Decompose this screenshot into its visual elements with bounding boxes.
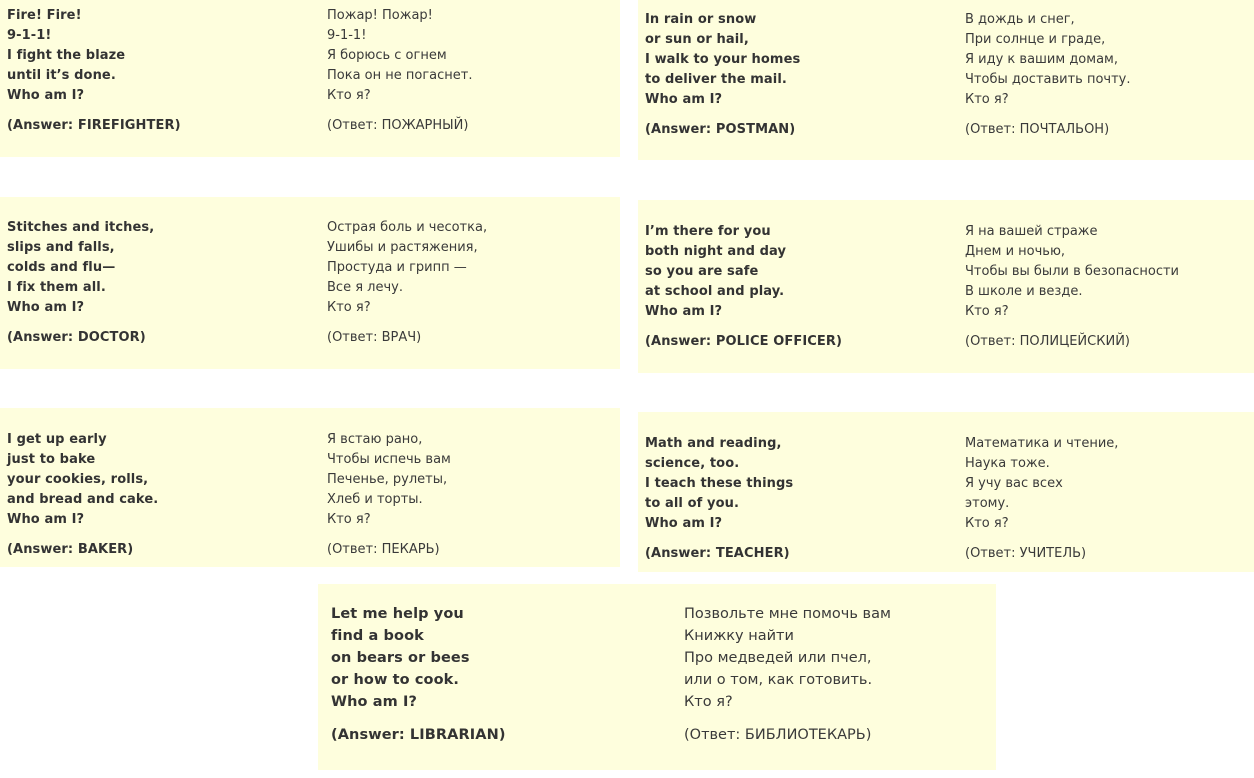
riddle-line: science, too. <box>645 456 740 471</box>
riddle-answer: (Ответ: ПОЛИЦЕЙСКИЙ) <box>965 334 1130 349</box>
riddle-line: or sun or hail, <box>645 32 749 47</box>
riddle-line: Fire! Fire! <box>7 8 82 23</box>
riddle-russian <box>327 6 473 136</box>
riddle-answer: (Ответ: ВРАЧ) <box>327 330 422 345</box>
riddle-answer: (Answer: POSTMAN) <box>645 122 796 137</box>
riddle-line: at school and play. <box>645 284 785 299</box>
riddle-line: Math and reading, <box>645 436 782 451</box>
riddle-line: В дождь и снег, <box>965 12 1075 27</box>
riddle-line: Все я лечу. <box>327 280 403 295</box>
riddle-card-teacher <box>638 412 1254 572</box>
riddle-line: Чтобы испечь вам <box>327 452 451 467</box>
riddle-english <box>645 10 800 140</box>
riddle-answer: (Answer: FIREFIGHTER) <box>7 118 181 133</box>
riddle-line: both night and day <box>645 244 787 259</box>
riddle-english <box>7 218 154 348</box>
riddle-line: этому. <box>965 496 1010 511</box>
riddle-line: and bread and cake. <box>7 492 159 507</box>
riddle-answer: (Ответ: ПОЖАРНЫЙ) <box>327 118 469 133</box>
riddle-line: Кто я? <box>327 88 371 103</box>
riddle-answer: (Answer: POLICE OFFICER) <box>645 334 843 349</box>
riddle-line: I’m there for you <box>645 224 771 239</box>
riddle-russian <box>965 10 1131 140</box>
riddle-line: Who am I? <box>645 304 723 319</box>
riddle-answer: (Answer: LIBRARIAN) <box>331 727 506 743</box>
riddle-line: Who am I? <box>7 88 85 103</box>
riddle-line: Книжку найти <box>684 628 794 644</box>
riddle-line: В школе и везде. <box>965 284 1083 299</box>
riddle-line: slips and falls, <box>7 240 115 255</box>
riddle-line: 9-1-1! <box>7 28 52 43</box>
riddle-line: so you are safe <box>645 264 759 279</box>
riddle-line: Stitches and itches, <box>7 220 155 235</box>
riddle-line: Ушибы и растяжения, <box>327 240 478 255</box>
riddle-answer: (Ответ: ПЕКАРЬ) <box>327 542 440 557</box>
riddle-card-postman <box>638 0 1254 160</box>
riddle-russian <box>684 603 891 746</box>
riddle-line: or how to cook. <box>331 672 459 688</box>
riddle-line: to all of you. <box>645 496 739 511</box>
riddle-answer: (Answer: DOCTOR) <box>7 330 146 345</box>
riddle-answer: (Ответ: ПОЧТАЛЬОН) <box>965 122 1110 137</box>
riddle-line: Кто я? <box>965 304 1009 319</box>
riddle-line: on bears or bees <box>331 650 470 666</box>
riddle-line: Пожар! Пожар! <box>327 8 433 23</box>
riddle-line: Я борюсь с огнем <box>327 48 447 63</box>
riddle-line: Who am I? <box>7 512 85 527</box>
riddle-russian <box>327 218 487 348</box>
riddle-card-firefighter <box>0 0 620 157</box>
riddle-line: Let me help you <box>331 606 464 622</box>
riddle-card-baker <box>0 408 620 567</box>
riddle-line: Я встаю рано, <box>327 432 423 447</box>
riddle-line: или о том, как готовить. <box>684 672 873 688</box>
riddle-answer: (Answer: BAKER) <box>7 542 134 557</box>
riddle-line: Кто я? <box>965 516 1009 531</box>
riddle-line: 9-1-1! <box>327 28 367 43</box>
riddle-line: to deliver the mail. <box>645 72 787 87</box>
riddle-line: find a book <box>331 628 424 644</box>
riddle-line: Наука тоже. <box>965 456 1050 471</box>
riddle-line: Днем и ночью, <box>965 244 1066 259</box>
riddle-answer: (Answer: TEACHER) <box>645 546 790 561</box>
riddle-russian <box>327 430 451 560</box>
riddle-line: Я иду к вашим домам, <box>965 52 1118 67</box>
riddle-card-police-officer <box>638 200 1254 373</box>
riddle-russian <box>965 434 1118 564</box>
riddle-line: Простуда и грипп — <box>327 260 467 275</box>
riddle-russian <box>965 222 1179 352</box>
riddle-line: Я учу вас всех <box>965 476 1063 491</box>
riddle-line: I walk to your homes <box>645 52 801 67</box>
riddle-line: Who am I? <box>645 516 723 531</box>
riddle-line: Who am I? <box>645 92 723 107</box>
riddle-card-doctor <box>0 197 620 369</box>
riddle-line: your cookies, rolls, <box>7 472 149 487</box>
riddle-line: Математика и чтение, <box>965 436 1119 451</box>
riddle-answer: (Ответ: БИБЛИОТЕКАРЬ) <box>684 727 872 743</box>
riddle-line: Who am I? <box>331 694 417 710</box>
riddle-line: Хлеб и торты. <box>327 492 423 507</box>
riddle-english <box>7 430 158 560</box>
riddle-line: Позвольте мне помочь вам <box>684 606 891 622</box>
riddle-line: In rain or snow <box>645 12 757 27</box>
riddle-line: I teach these things <box>645 476 794 491</box>
riddle-line: Печенье, рулеты, <box>327 472 448 487</box>
riddle-english <box>645 222 842 352</box>
riddle-line: Про медведей или пчел, <box>684 650 872 666</box>
riddle-line: Пока он не погаснет. <box>327 68 473 83</box>
riddle-line: colds and flu— <box>7 260 116 275</box>
riddle-line: Чтобы вы были в безопасности <box>965 264 1179 279</box>
riddle-english <box>645 434 793 564</box>
riddle-line: Кто я? <box>327 512 371 527</box>
riddle-english <box>331 603 506 746</box>
riddle-line: Чтобы доставить почту. <box>965 72 1131 87</box>
riddle-line: just to bake <box>7 452 96 467</box>
riddle-line: Кто я? <box>965 92 1009 107</box>
riddle-english <box>7 6 181 136</box>
riddle-line: Who am I? <box>7 300 85 315</box>
riddle-line: I fight the blaze <box>7 48 126 63</box>
riddle-line: until it’s done. <box>7 68 116 83</box>
riddle-line: Кто я? <box>684 694 733 710</box>
riddle-line: Кто я? <box>327 300 371 315</box>
riddle-line: Я на вашей страже <box>965 224 1098 239</box>
riddle-line: I get up early <box>7 432 107 447</box>
riddle-line: При солнце и граде, <box>965 32 1106 47</box>
riddle-answer: (Ответ: УЧИТЕЛЬ) <box>965 546 1087 561</box>
riddle-card-librarian <box>318 584 996 770</box>
riddle-line: Острая боль и чесотка, <box>327 220 488 235</box>
riddle-line: I fix them all. <box>7 280 106 295</box>
